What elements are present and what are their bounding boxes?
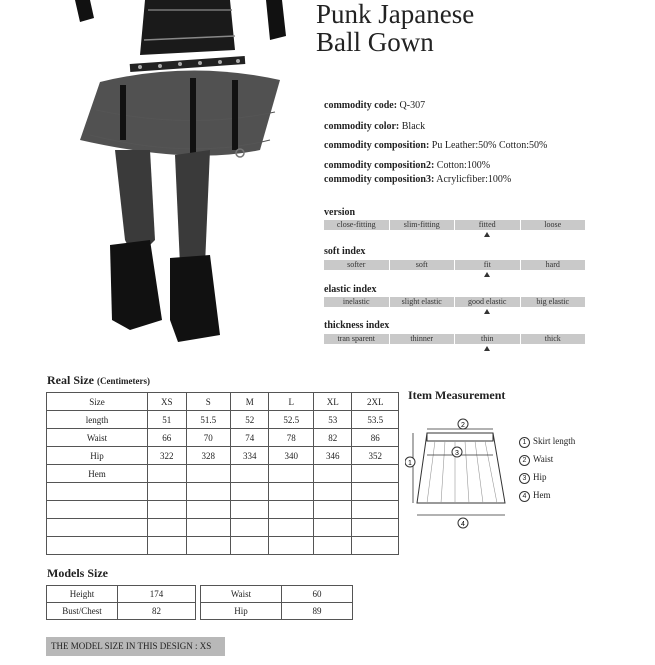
size-row [47, 519, 399, 537]
legend-item: 2 Waist [519, 454, 575, 472]
title-line-1: Punk Japanese [316, 0, 475, 29]
leather-waist-shape [140, 0, 235, 55]
thickness-index-scale [324, 334, 585, 344]
size-cell [230, 483, 269, 501]
elastic-index-label: elastic index [324, 284, 377, 295]
model-value: 89 [282, 603, 353, 620]
size-header-row [47, 393, 399, 411]
size-cell [269, 501, 313, 519]
size-cell [352, 537, 399, 555]
version-option-selected: fitted [455, 220, 521, 230]
size-cell: 52 [230, 411, 269, 429]
size-cell: 53.5 [352, 411, 399, 429]
spec-color: commodity color: Black [324, 121, 426, 132]
svg-text:3: 3 [455, 450, 459, 457]
legend-item: 4 Hem [519, 490, 575, 508]
version-option: close-fitting [324, 220, 390, 230]
thickness-option: thick [521, 334, 586, 344]
size-cell: 53 [313, 411, 352, 429]
svg-text:4: 4 [461, 521, 465, 528]
right-boot-shape [170, 255, 220, 342]
size-cell: XL [313, 393, 352, 411]
size-cell [186, 483, 230, 501]
size-cell: 334 [230, 447, 269, 465]
elastic-index-scale [324, 297, 585, 307]
model-value: 174 [118, 586, 196, 603]
size-cell [230, 519, 269, 537]
size-cell: 82 [313, 429, 352, 447]
size-cell [313, 465, 352, 483]
version-option: slim-fitting [390, 220, 456, 230]
legend-item: 3 Hip [519, 472, 575, 490]
skirt-diagram [405, 415, 520, 530]
svg-text:1: 1 [408, 460, 412, 467]
size-cell [352, 519, 399, 537]
thickness-option-selected: thin [455, 334, 521, 344]
models-size-table-right [200, 585, 353, 620]
selected-marker-icon [484, 346, 490, 351]
size-row-label: Waist [47, 429, 148, 447]
elastic-option: slight elastic [390, 297, 456, 307]
right-leg-shape [175, 150, 210, 265]
legend-item: 1 Skirt length [519, 436, 575, 454]
spec-composition2: commodity composition2: Cotton:100% [324, 160, 491, 171]
size-row [47, 411, 399, 429]
size-cell: 51 [148, 411, 187, 429]
size-cell: 322 [148, 447, 187, 465]
version-option: loose [521, 220, 586, 230]
size-cell [352, 483, 399, 501]
thickness-option: tran sparent [324, 334, 390, 344]
size-cell: 346 [313, 447, 352, 465]
right-glove-shape [266, 0, 286, 40]
size-cell: L [269, 393, 313, 411]
size-cell: 74 [230, 429, 269, 447]
elastic-option: inelastic [324, 297, 390, 307]
models-size-title: Models Size [47, 566, 108, 580]
soft-option: softer [324, 260, 390, 270]
size-cell: M [230, 393, 269, 411]
size-row [47, 429, 399, 447]
size-cell [313, 519, 352, 537]
size-row-label [47, 483, 148, 501]
size-cell [313, 483, 352, 501]
spec-code: commodity code: Q-307 [324, 100, 426, 111]
size-cell: 328 [186, 447, 230, 465]
size-row-label: length [47, 411, 148, 429]
soft-index-label: soft index [324, 246, 366, 257]
size-row [47, 537, 399, 555]
size-row-label [47, 537, 148, 555]
model-key: Height [47, 586, 118, 603]
size-row [47, 447, 399, 465]
soft-option: soft [390, 260, 456, 270]
spec-composition: commodity composition: Pu Leather:50% Cotton:50% [324, 140, 548, 151]
thickness-option: thinner [390, 334, 456, 344]
size-cell [352, 465, 399, 483]
size-cell: 52.5 [269, 411, 313, 429]
size-row-label [47, 501, 148, 519]
spec-composition3: commodity composition3: Acrylicfiber:100% [324, 174, 512, 185]
size-cell: 86 [352, 429, 399, 447]
real-size-table [46, 392, 399, 555]
title-line-2: Ball Gown [316, 27, 434, 57]
model-key: Waist [201, 586, 282, 603]
product-title [316, 0, 474, 56]
measurement-legend [519, 436, 575, 508]
size-cell: 352 [352, 447, 399, 465]
size-cell: 78 [269, 429, 313, 447]
size-row [47, 483, 399, 501]
svg-text:2: 2 [461, 422, 465, 429]
soft-option-selected: fit [455, 260, 521, 270]
elastic-option: big elastic [521, 297, 586, 307]
size-cell [148, 519, 187, 537]
size-cell [313, 501, 352, 519]
size-cell [269, 519, 313, 537]
size-cell: S [186, 393, 230, 411]
version-label: version [324, 207, 356, 218]
size-cell [269, 465, 313, 483]
size-cell [186, 465, 230, 483]
size-cell [230, 501, 269, 519]
thickness-index-label: thickness index [324, 320, 390, 331]
selected-marker-icon [484, 272, 490, 277]
size-cell [186, 501, 230, 519]
model-value: 60 [282, 586, 353, 603]
selected-marker-icon [484, 309, 490, 314]
item-measurement-title: Item Measurement [408, 388, 506, 402]
left-glove-shape [75, 0, 94, 22]
model-value: 82 [118, 603, 196, 620]
elastic-option-selected: good elastic [455, 297, 521, 307]
models-size-table-left [46, 585, 196, 620]
product-photo [70, 0, 290, 360]
size-cell: 2XL [352, 393, 399, 411]
model-design-size-bar: THE MODEL SIZE IN THIS DESIGN : XS [46, 637, 225, 656]
size-cell: 70 [186, 429, 230, 447]
size-cell [269, 537, 313, 555]
size-row-label: Hip [47, 447, 148, 465]
size-cell [230, 465, 269, 483]
size-cell: 340 [269, 447, 313, 465]
size-cell [148, 537, 187, 555]
size-row [47, 465, 399, 483]
size-row-label: Hem [47, 465, 148, 483]
size-row-label [47, 519, 148, 537]
size-cell [230, 537, 269, 555]
size-cell [269, 483, 313, 501]
size-cell [313, 537, 352, 555]
size-cell [148, 483, 187, 501]
size-cell [186, 519, 230, 537]
size-cell: 51.5 [186, 411, 230, 429]
version-scale [324, 220, 585, 230]
selected-marker-icon [484, 232, 490, 237]
model-key: Hip [201, 603, 282, 620]
size-row [47, 501, 399, 519]
size-cell [148, 465, 187, 483]
model-key: Bust/Chest [47, 603, 118, 620]
size-cell [148, 501, 187, 519]
real-size-title: Real Size (Centimeters) [47, 373, 150, 387]
size-cell: XS [148, 393, 187, 411]
size-cell [186, 537, 230, 555]
size-cell [352, 501, 399, 519]
soft-option: hard [521, 260, 586, 270]
size-row-label: Size [47, 393, 148, 411]
size-cell: 66 [148, 429, 187, 447]
left-boot-shape [110, 240, 162, 330]
soft-index-scale [324, 260, 585, 270]
